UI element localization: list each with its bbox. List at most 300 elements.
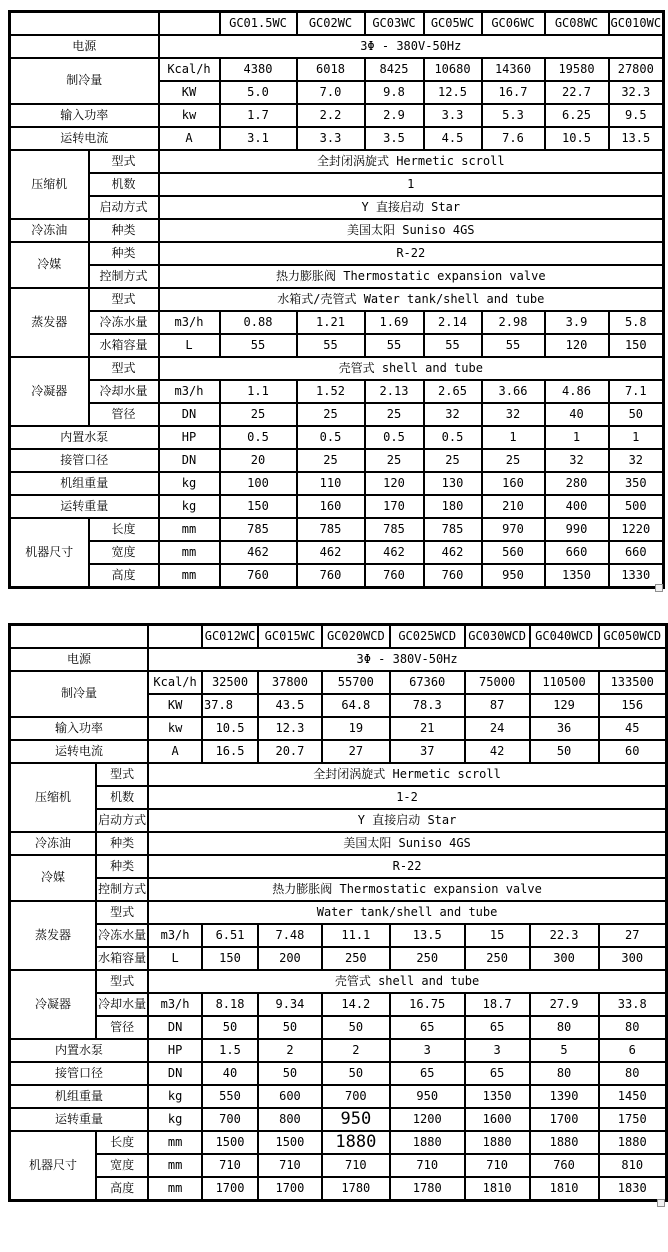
value-cell: 6.51 [202, 924, 258, 947]
merged-value-cell: 水箱式/壳管式 Water tank/shell and tube [159, 288, 664, 311]
value-cell: 50 [322, 1062, 390, 1085]
table-row [10, 786, 667, 809]
value-cell: 2 [322, 1039, 390, 1062]
value-cell: 40 [202, 1062, 258, 1085]
row-label-cell: 冷媒 [10, 855, 97, 901]
table-row [10, 671, 667, 694]
unit-cell: Kcal/h [148, 671, 202, 694]
value-cell: 50 [258, 1062, 322, 1085]
table-row [10, 1085, 667, 1108]
value-cell: 1880 [465, 1131, 530, 1154]
value-cell: 150 [220, 495, 297, 518]
value-cell: 65 [465, 1062, 530, 1085]
value-cell: 19580 [545, 58, 609, 81]
table-row [10, 924, 667, 947]
unit-cell: kg [159, 495, 220, 518]
value-cell: 156 [599, 694, 667, 717]
table-row [10, 901, 667, 924]
value-cell: 2.14 [424, 311, 482, 334]
value-cell: 20 [220, 449, 297, 472]
sub-label-cell: 型式 [96, 763, 148, 786]
value-cell: 32500 [202, 671, 258, 694]
value-cell: 710 [465, 1154, 530, 1177]
unit-cell: mm [148, 1131, 202, 1154]
value-cell: 785 [365, 518, 424, 541]
value-cell: 1700 [202, 1177, 258, 1201]
merged-value-cell: 热力膨胀阀 Thermostatic expansion valve [148, 878, 666, 901]
value-cell: 6.25 [545, 104, 609, 127]
value-cell: 1350 [465, 1085, 530, 1108]
value-cell: 550 [202, 1085, 258, 1108]
value-cell: 3 [390, 1039, 465, 1062]
model-header-cell: GC010WC [609, 12, 664, 36]
table-row [10, 288, 664, 311]
row-label-cell: 制冷量 [10, 671, 149, 717]
row-label-cell: 蒸发器 [10, 901, 97, 970]
value-cell: 25 [365, 403, 424, 426]
value-cell: 710 [202, 1154, 258, 1177]
value-cell: 65 [465, 1016, 530, 1039]
value-cell: 800 [258, 1108, 322, 1131]
sub-label-cell: 长度 [96, 1131, 148, 1154]
value-cell: 1750 [599, 1108, 667, 1131]
value-cell: 0.88 [220, 311, 297, 334]
table-row [10, 311, 664, 334]
value-cell: 1 [545, 426, 609, 449]
value-cell: 21 [390, 717, 465, 740]
unit-cell: kg [148, 1108, 202, 1131]
value-cell: 810 [599, 1154, 667, 1177]
value-cell: 660 [609, 541, 664, 564]
unit-cell: DN [159, 403, 220, 426]
sub-label-cell: 启动方式 [96, 809, 148, 832]
value-cell: 600 [258, 1085, 322, 1108]
model-header-cell: GC040WCD [530, 625, 599, 649]
value-cell: 32 [424, 403, 482, 426]
value-cell: 80 [599, 1062, 667, 1085]
value-cell: 6 [599, 1039, 667, 1062]
value-cell: 50 [530, 740, 599, 763]
value-cell: 25 [424, 449, 482, 472]
value-cell: 1 [482, 426, 545, 449]
value-cell: 75000 [465, 671, 530, 694]
value-cell: 1330 [609, 564, 664, 588]
sub-label-cell: 控制方式 [89, 265, 159, 288]
value-cell: 1700 [258, 1177, 322, 1201]
value-cell: 760 [424, 564, 482, 588]
sub-label-cell: 机数 [96, 786, 148, 809]
table-row [10, 541, 664, 564]
unit-cell: m3/h [148, 993, 202, 1016]
value-cell: 18.7 [465, 993, 530, 1016]
value-cell: 133500 [599, 671, 667, 694]
value-cell: 65 [390, 1016, 465, 1039]
merged-value-cell: 全封闭涡旋式 Hermetic scroll [159, 150, 664, 173]
value-cell: 462 [220, 541, 297, 564]
sub-label-cell: 种类 [96, 855, 148, 878]
value-cell: 700 [202, 1108, 258, 1131]
value-cell: 785 [424, 518, 482, 541]
sub-label-cell: 型式 [89, 357, 159, 380]
value-cell: 1810 [530, 1177, 599, 1201]
row-label-cell: 机组重量 [10, 1085, 149, 1108]
unit-cell: Kcal/h [159, 58, 220, 81]
value-cell: 25 [297, 449, 365, 472]
value-cell: 37 [390, 740, 465, 763]
value-cell: 1.52 [297, 380, 365, 403]
value-cell: 78.3 [390, 694, 465, 717]
value-cell: 710 [322, 1154, 390, 1177]
model-header-cell: GC025WCD [390, 625, 465, 649]
value-cell: 710 [390, 1154, 465, 1177]
unit-cell: A [159, 127, 220, 150]
value-cell: 27 [599, 924, 667, 947]
sub-label-cell: 宽度 [89, 541, 159, 564]
table-row [10, 970, 667, 993]
unit-cell: DN [159, 449, 220, 472]
row-label-cell: 电源 [10, 648, 149, 671]
spec-table-small-models [8, 10, 665, 589]
value-cell: 5.8 [609, 311, 664, 334]
sub-label-cell: 宽度 [96, 1154, 148, 1177]
value-cell: 1.21 [297, 311, 365, 334]
unit-cell: kg [159, 472, 220, 495]
table-row [10, 127, 664, 150]
row-label-cell: 输入功率 [10, 104, 159, 127]
value-cell: 1780 [322, 1177, 390, 1201]
value-cell: 27800 [609, 58, 664, 81]
value-cell: 3.1 [220, 127, 297, 150]
value-cell: 1.69 [365, 311, 424, 334]
value-cell: 150 [609, 334, 664, 357]
value-cell: 7.1 [609, 380, 664, 403]
sub-label-cell: 机数 [89, 173, 159, 196]
value-cell: 0.5 [297, 426, 365, 449]
value-cell: 37800 [258, 671, 322, 694]
value-cell: 4380 [220, 58, 297, 81]
value-cell: 0.5 [424, 426, 482, 449]
value-cell: 12.5 [424, 81, 482, 104]
table-row [10, 993, 667, 1016]
row-label-cell: 内置水泵 [10, 426, 159, 449]
table-row [10, 104, 664, 127]
value-cell: 10.5 [545, 127, 609, 150]
sub-label-cell: 水箱容量 [96, 947, 148, 970]
row-label-cell: 冷冻油 [10, 832, 97, 855]
value-cell: 1830 [599, 1177, 667, 1201]
value-cell: 1220 [609, 518, 664, 541]
table-row [10, 947, 667, 970]
value-cell: 950 [482, 564, 545, 588]
value-cell: 300 [599, 947, 667, 970]
value-cell: 87 [465, 694, 530, 717]
value-cell: 560 [482, 541, 545, 564]
row-label-cell: 冷凝器 [10, 357, 89, 426]
model-header-cell: GC015WC [258, 625, 322, 649]
value-cell: 3.66 [482, 380, 545, 403]
value-cell: 9.8 [365, 81, 424, 104]
unit-cell: A [148, 740, 202, 763]
value-cell: 7.0 [297, 81, 365, 104]
sub-label-cell: 长度 [89, 518, 159, 541]
value-cell: 7.48 [258, 924, 322, 947]
value-cell: 32.3 [609, 81, 664, 104]
value-cell: 25 [220, 403, 297, 426]
model-header-cell: GC03WC [365, 12, 424, 36]
value-cell: 0.5 [220, 426, 297, 449]
table-row [10, 1062, 667, 1085]
merged-value-cell: 1 [159, 173, 664, 196]
unit-cell: L [148, 947, 202, 970]
sub-label-cell: 型式 [96, 970, 148, 993]
table-row [10, 58, 664, 81]
sub-label-cell: 种类 [89, 219, 159, 242]
table-row [10, 380, 664, 403]
table-row [10, 219, 664, 242]
value-cell: 10680 [424, 58, 482, 81]
row-label-cell: 运转电流 [10, 127, 159, 150]
value-cell: 1880 [530, 1131, 599, 1154]
merged-value-cell: 1-2 [148, 786, 666, 809]
sub-label-cell: 管径 [89, 403, 159, 426]
value-cell: 80 [599, 1016, 667, 1039]
sub-label-cell: 高度 [89, 564, 159, 588]
table-row [10, 878, 667, 901]
value-cell: 27.9 [530, 993, 599, 1016]
value-cell: 990 [545, 518, 609, 541]
value-cell: 15 [465, 924, 530, 947]
table-corner-cell [10, 625, 149, 649]
unit-cell: DN [148, 1016, 202, 1039]
row-label-cell: 机器尺寸 [10, 518, 89, 588]
value-cell: 45 [599, 717, 667, 740]
row-label-cell: 运转重量 [10, 495, 159, 518]
value-cell: 37.8 [202, 694, 258, 717]
value-cell: 462 [424, 541, 482, 564]
value-cell: 1600 [465, 1108, 530, 1131]
unit-cell: HP [148, 1039, 202, 1062]
value-cell: 8.18 [202, 993, 258, 1016]
value-cell: 462 [365, 541, 424, 564]
model-header-cell: GC05WC [424, 12, 482, 36]
value-cell: 55 [297, 334, 365, 357]
merged-value-cell: 壳管式 shell and tube [148, 970, 666, 993]
value-cell: 760 [530, 1154, 599, 1177]
table-row [10, 625, 667, 649]
row-label-cell: 接管口径 [10, 449, 159, 472]
merged-value-cell: 热力膨胀阀 Thermostatic expansion valve [159, 265, 664, 288]
value-cell: 3.5 [365, 127, 424, 150]
table-row [10, 1177, 667, 1201]
value-cell: 1390 [530, 1085, 599, 1108]
sub-label-cell: 型式 [96, 901, 148, 924]
row-label-cell: 冷媒 [10, 242, 89, 288]
value-cell: 14360 [482, 58, 545, 81]
sub-label-cell: 冷冻水量 [96, 924, 148, 947]
table-row [10, 472, 664, 495]
value-cell: 462 [297, 541, 365, 564]
value-cell: 55 [424, 334, 482, 357]
value-cell: 5.3 [482, 104, 545, 127]
value-cell: 32 [609, 449, 664, 472]
table-row [10, 12, 664, 36]
unit-cell: mm [148, 1154, 202, 1177]
value-cell: 16.5 [202, 740, 258, 763]
value-cell: 120 [365, 472, 424, 495]
value-cell: 3.9 [545, 311, 609, 334]
value-cell: 1880 [390, 1131, 465, 1154]
sub-label-cell: 管径 [96, 1016, 148, 1039]
value-cell: 1810 [465, 1177, 530, 1201]
value-cell: 760 [220, 564, 297, 588]
value-cell: 950 [322, 1108, 390, 1131]
unit-cell: KW [148, 694, 202, 717]
table-row [10, 173, 664, 196]
value-cell: 0.5 [365, 426, 424, 449]
table-row [10, 357, 664, 380]
sub-label-cell: 冷却水量 [89, 380, 159, 403]
table-row [10, 1154, 667, 1177]
row-label-cell: 冷凝器 [10, 970, 97, 1039]
value-cell: 760 [297, 564, 365, 588]
value-cell: 3.3 [297, 127, 365, 150]
value-cell: 170 [365, 495, 424, 518]
table-row [10, 35, 664, 58]
value-cell: 250 [390, 947, 465, 970]
unit-cell: m3/h [159, 311, 220, 334]
value-cell: 4.86 [545, 380, 609, 403]
value-cell: 130 [424, 472, 482, 495]
value-cell: 1 [609, 426, 664, 449]
row-label-cell: 压缩机 [10, 150, 89, 219]
value-cell: 50 [202, 1016, 258, 1039]
value-cell: 32 [482, 403, 545, 426]
value-cell: 500 [609, 495, 664, 518]
unit-cell: kg [148, 1085, 202, 1108]
merged-value-cell: 3Φ - 380V-50Hz [159, 35, 664, 58]
value-cell: 65 [390, 1062, 465, 1085]
value-cell: 120 [545, 334, 609, 357]
merged-value-cell: 全封闭涡旋式 Hermetic scroll [148, 763, 666, 786]
value-cell: 40 [545, 403, 609, 426]
value-cell: 200 [258, 947, 322, 970]
model-header-cell: GC030WCD [465, 625, 530, 649]
unit-cell: kw [159, 104, 220, 127]
table-row [10, 242, 664, 265]
table-row [10, 426, 664, 449]
table-row [10, 648, 667, 671]
value-cell: 660 [545, 541, 609, 564]
model-header-cell: GC050WCD [599, 625, 667, 649]
value-cell: 9.5 [609, 104, 664, 127]
value-cell: 250 [465, 947, 530, 970]
sub-label-cell: 冷冻水量 [89, 311, 159, 334]
merged-value-cell: Y 直接启动 Star [148, 809, 666, 832]
merged-value-cell: 美国太阳 Suniso 4GS [159, 219, 664, 242]
value-cell: 25 [482, 449, 545, 472]
value-cell: 350 [609, 472, 664, 495]
table-row [10, 809, 667, 832]
resize-handle [657, 1199, 665, 1207]
value-cell: 1.7 [220, 104, 297, 127]
sub-label-cell: 冷却水量 [96, 993, 148, 1016]
value-cell: 13.5 [609, 127, 664, 150]
table-row [10, 564, 664, 588]
value-cell: 280 [545, 472, 609, 495]
row-label-cell: 运转重量 [10, 1108, 149, 1131]
value-cell: 1200 [390, 1108, 465, 1131]
unit-cell: L [159, 334, 220, 357]
value-cell: 250 [322, 947, 390, 970]
value-cell: 1500 [202, 1131, 258, 1154]
model-header-cell: GC06WC [482, 12, 545, 36]
value-cell: 22.3 [530, 924, 599, 947]
merged-value-cell: R-22 [159, 242, 664, 265]
value-cell: 32 [545, 449, 609, 472]
unit-cell: mm [159, 564, 220, 588]
sub-label-cell: 控制方式 [96, 878, 148, 901]
table-row [10, 518, 664, 541]
row-label-cell: 冷冻油 [10, 219, 89, 242]
value-cell: 700 [322, 1085, 390, 1108]
model-header-cell: GC012WC [202, 625, 258, 649]
value-cell: 16.75 [390, 993, 465, 1016]
value-cell: 300 [530, 947, 599, 970]
unit-cell: KW [159, 81, 220, 104]
value-cell: 19 [322, 717, 390, 740]
value-cell: 20.7 [258, 740, 322, 763]
value-cell: 129 [530, 694, 599, 717]
sub-label-cell: 种类 [89, 242, 159, 265]
value-cell: 970 [482, 518, 545, 541]
value-cell: 43.5 [258, 694, 322, 717]
value-cell: 13.5 [390, 924, 465, 947]
value-cell: 2.65 [424, 380, 482, 403]
value-cell: 5 [530, 1039, 599, 1062]
table-row [10, 196, 664, 219]
merged-value-cell: R-22 [148, 855, 666, 878]
table-row [10, 1039, 667, 1062]
value-cell: 55 [482, 334, 545, 357]
value-cell: 150 [202, 947, 258, 970]
value-cell: 1450 [599, 1085, 667, 1108]
value-cell: 55 [220, 334, 297, 357]
value-cell: 9.34 [258, 993, 322, 1016]
value-cell: 64.8 [322, 694, 390, 717]
value-cell: 14.2 [322, 993, 390, 1016]
value-cell: 24 [465, 717, 530, 740]
unit-cell: DN [148, 1062, 202, 1085]
value-cell: 80 [530, 1016, 599, 1039]
merged-value-cell: Water tank/shell and tube [148, 901, 666, 924]
row-label-cell: 压缩机 [10, 763, 97, 832]
table-row [10, 1108, 667, 1131]
value-cell: 55700 [322, 671, 390, 694]
value-cell: 785 [297, 518, 365, 541]
unit-cell: m3/h [159, 380, 220, 403]
table-row [10, 763, 667, 786]
value-cell: 1500 [258, 1131, 322, 1154]
model-header-cell: GC08WC [545, 12, 609, 36]
sub-label-cell: 启动方式 [89, 196, 159, 219]
value-cell: 110500 [530, 671, 599, 694]
unit-cell: mm [159, 541, 220, 564]
table-row [10, 832, 667, 855]
value-cell: 10.5 [202, 717, 258, 740]
merged-value-cell: 壳管式 shell and tube [159, 357, 664, 380]
value-cell: 1700 [530, 1108, 599, 1131]
table-row [10, 1131, 667, 1154]
